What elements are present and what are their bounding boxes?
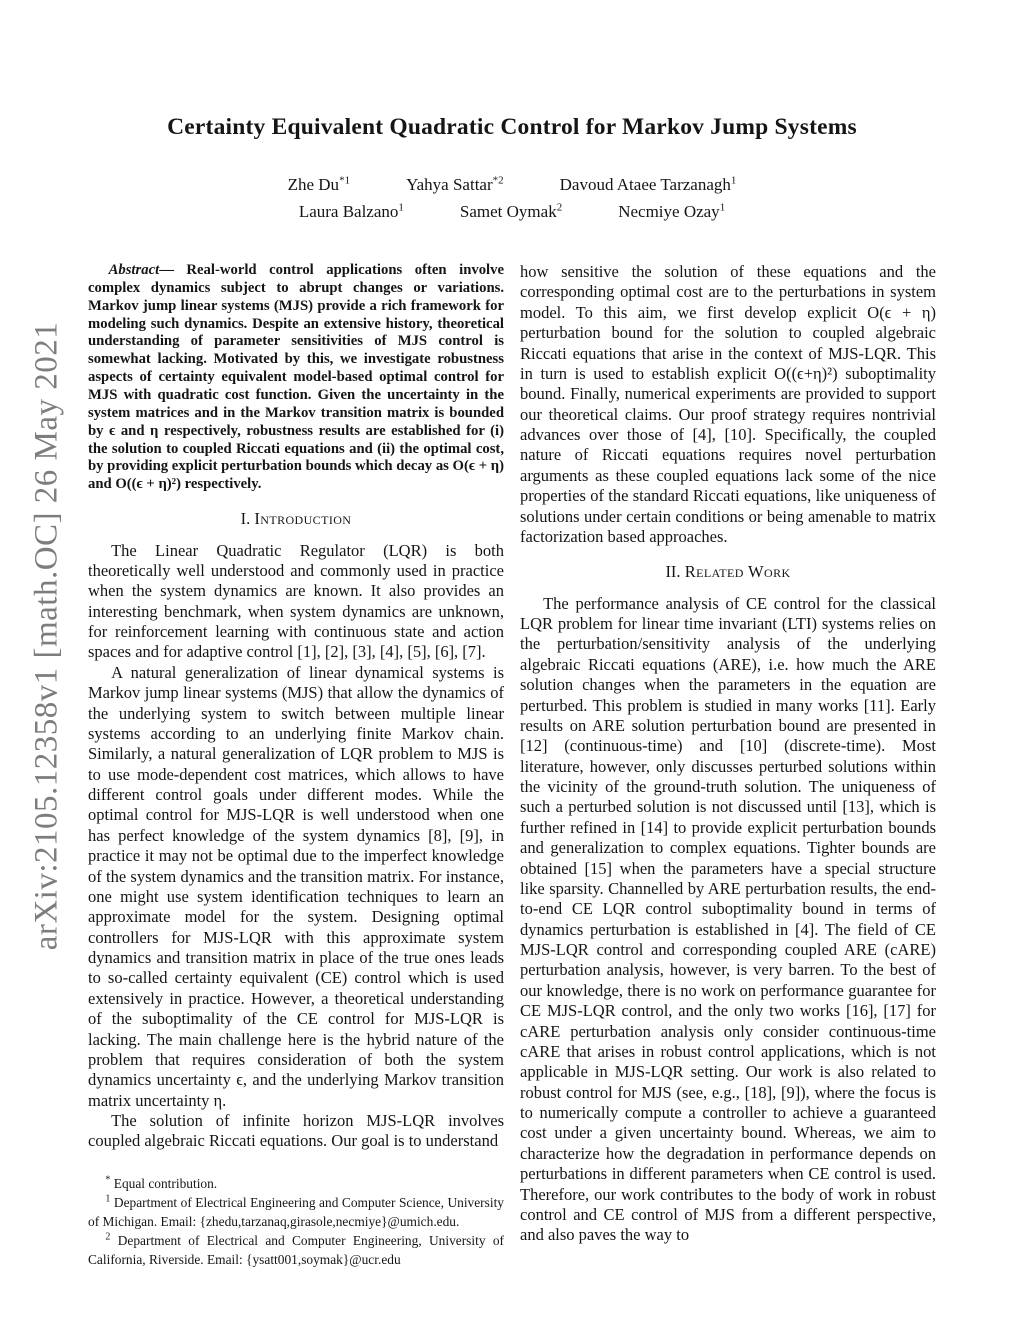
author-affiliation-superscript: 2: [556, 201, 563, 214]
footnote-marker: 1: [105, 1193, 111, 1205]
paper-content: [88, 114, 936, 1270]
intro-paragraph-1: The Linear Quadratic Regulator (LQR) is both theoretically well understood and commonly used in practice when the system dynamics are known. It also provides an interesting benchmark, when system dynamics are unknown, for reinforcement learning with continuous state and action spaces and for adaptive control [1], [2], [3], [4], [5], [6], [7].: [88, 540, 504, 662]
author-block: [88, 175, 936, 222]
author-affiliation-superscript: 1: [730, 174, 737, 187]
two-column-body: [88, 262, 936, 1270]
author-affiliation-superscript: *1: [339, 174, 351, 187]
author: [406, 175, 504, 195]
footnote-text: Department of Electrical and Computer Engineering, University of California, Riverside. Email: {ysatt001,soymak}@ucr.edu: [88, 1233, 504, 1268]
author: [618, 202, 725, 222]
author: [299, 202, 404, 222]
intro-continuation-paragraph: how sensitive the solution of these equations and the corresponding optimal cost are to the perturbations in system model. To this aim, we first develop explicit O(ϵ + η) perturbation bound for the solution to coupled algebraic Riccati equations that arise in the context of MJS-LQR. This in turn is used to establish explicit O((ϵ+η)²) suboptimality bound. Finally, numerical experiments are provided to support our theoretical claims. Our proof strategy requires nontrivial advances over those of [4], [10]. Specifically, the coupled nature of Riccati equations requires novel perturbation arguments as these coupled equations lack some of the nice properties of the standard Riccati equations, like uniqueness of solutions under certain conditions or being amenable to matrix factorization based approaches.: [520, 262, 936, 546]
author-name: Necmiye Ozay: [618, 202, 720, 221]
related-work-paragraph-1: The performance analysis of CE control for the classical LQR problem for linear time invariant (LTI) systems relies on the perturbation/sensitivity analysis of the underlying algebraic Riccati equations (ARE), i.e. how much the ARE solution changes when the parameters in the equation are perturbed. This problem is studied in many works [11]. Early results on ARE solution perturbation bound are presented in [12] (continuous-time) and [10] (discrete-time). Most literature, however, only discusses perturbed solutions within the vicinity of the ground-truth solution. The uniqueness of such a perturbed solution is not discussed until [13], which is further refined in [14] to provide explicit perturbation bounds and generalization to complex equations. Tighter bounds are obtained [15] when the parameters have a special structure like sparsity. Channelled by ARE perturbation results, the end-to-end CE LQR control suboptimality bound in terms of dynamics perturbation is established in [4]. The field of CE MJS-LQR control and corresponding coupled ARE (cARE) perturbation analysis, however, is very barren. To the best of our knowledge, there is no work on performance guarantee for CE MJS-LQR control, and the only two works [16], [17] for cARE perturbation analysis only consider continuous-time cARE that arises in robust control applications, which is not applicable in MJS-LQR setting. Our work is also related to robust control for MJS (see, e.g., [18], [9]), where the focus is to numerically compute a controller to achieve a guaranteed cost under a given uncertainty bound. Whereas, we aim to characterize how the degradation in performance depends on perturbations in different parameters when CE control is used. Therefore, our work contributes to the body of work in robust control and CE control of MJS from a different perspective, and also paves the way to: [520, 593, 936, 1245]
left-column: [88, 262, 504, 1270]
abstract-text: — Real-world control applications often involve complex dynamics subject to abrupt changes or variations. Markov jump linear systems (MJS) provide a rich framework for modeling such dynamics. Despite an extensive history, theoretical understanding of parameter sensitivities of MJS control is somewhat lacking. Motivated by this, we investigate robustness aspects of certainty equivalent model-based optimal control for MJS with quadratic cost function. Given the uncertainty in the system matrices and in the Markov transition matrix is bounded by ϵ and η respectively, robustness results are established for (i) the solution to coupled Riccati equations and (ii) the optimal cost, by providing explicit perturbation bounds which decay as O(ϵ + η) and O((ϵ + η)²) respectively.: [88, 262, 504, 493]
footnote-marker: *: [105, 1174, 111, 1186]
section-number: II.: [665, 562, 681, 582]
author-affiliation-superscript: *2: [492, 174, 504, 187]
arxiv-watermark: arXiv:2105.12358v1 [math.OC] 26 May 2021: [28, 321, 65, 951]
footnote: [88, 1231, 504, 1269]
section-number: I.: [240, 509, 251, 529]
author-name: Zhe Du: [287, 175, 340, 194]
footnote: [88, 1193, 504, 1231]
author-name: Samet Oymak: [459, 202, 557, 221]
author-row-2: [88, 202, 936, 222]
paper-title: Certainty Equivalent Quadratic Control for Markov Jump Systems: [167, 114, 857, 140]
footnote-text: Department of Electrical Engineering and Computer Science, University of Michigan. Email: {zhedu,tarzanaq,girasole,necmiye}@umich.edu.: [88, 1194, 504, 1230]
section-heading-related-work: [520, 562, 936, 582]
author: [460, 202, 562, 222]
author-name: Yahya Sattar: [406, 175, 493, 194]
right-column: [520, 262, 936, 1270]
footnote: [88, 1174, 504, 1193]
abstract-label: Abstract: [108, 262, 160, 278]
footnote-block: [88, 1174, 504, 1270]
author: [560, 175, 737, 195]
author: [288, 175, 350, 195]
section-heading-introduction: [88, 509, 504, 529]
footnote-text: Equal contribution.: [113, 1175, 218, 1191]
section-title: Introduction: [254, 509, 352, 529]
intro-paragraph-2: A natural generalization of linear dynamical systems is Markov jump linear systems (MJS) that allow the dynamics of the underlying system to switch between multiple linear systems according to an underlying finite Markov chain. Similarly, a natural generalization of LQR problem to MJS is to use mode-dependent cost matrices, which allows to have different control goals under different modes. While the optimal control for MJS-LQR is well understood when one has perfect knowledge of the system dynamics [8], [9], in practice it may not be optimal due to the imperfect knowledge of the system dynamics and the transition matrix. For instance, one might use system identification techniques to learn an approximate model for the system. Designing optimal controllers for MJS-LQR with this approximate system dynamics and transition matrix in place of the true ones leads to so-called certainty equivalent (CE) control which is used extensively in practice. However, a theoretical understanding of the suboptimality of the CE control for MJS-LQR is lacking. The main challenge here is the hybrid nature of the problem that requires consideration of both the system dynamics uncertainty ϵ, and the underlying Markov transition matrix uncertainty η.: [88, 662, 504, 1110]
author-name: Davoud Ataee Tarzanagh: [559, 175, 731, 194]
author-name: Laura Balzano: [298, 202, 399, 221]
author-affiliation-superscript: 1: [398, 201, 404, 214]
footnote-marker: 2: [105, 1231, 111, 1243]
section-title: Related Work: [684, 562, 791, 582]
author-row-1: [88, 175, 936, 195]
intro-paragraph-3: The solution of infinite horizon MJS-LQR involves coupled algebraic Riccati equations. Our goal is to understand: [88, 1111, 504, 1151]
author-affiliation-superscript: 1: [719, 201, 726, 214]
abstract-paragraph: [88, 262, 504, 494]
